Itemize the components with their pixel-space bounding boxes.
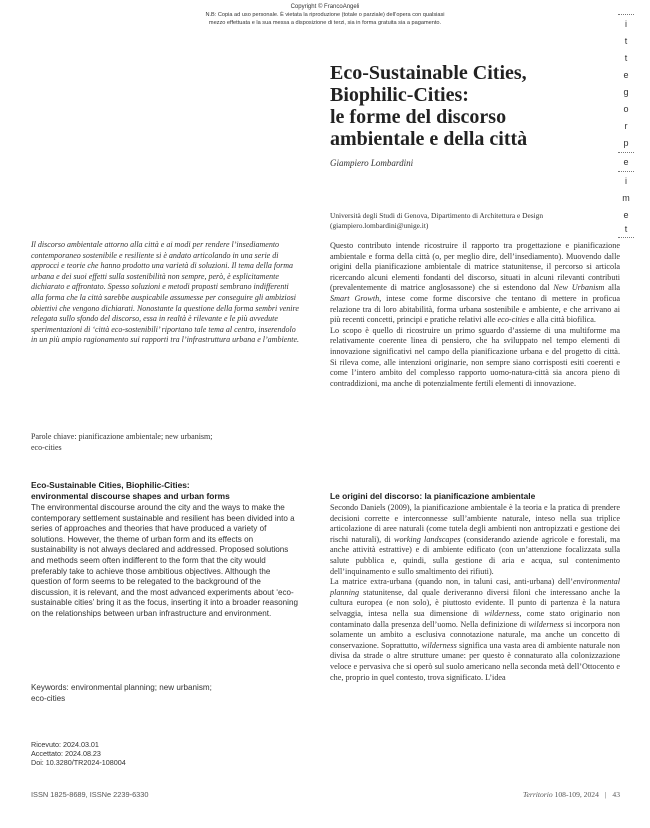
tab-letter: e bbox=[623, 210, 629, 220]
title-line: Eco-Sustainable Cities, bbox=[330, 62, 527, 84]
author-affiliation bbox=[330, 211, 620, 231]
footer-journal-info bbox=[452, 790, 620, 799]
tab-letter: t bbox=[624, 36, 628, 46]
tab-letter: o bbox=[623, 104, 629, 114]
keywords-line: eco-cities bbox=[31, 442, 62, 452]
intro-paragraph bbox=[330, 241, 620, 326]
keywords-english bbox=[31, 683, 299, 704]
emphasis: wilderness bbox=[484, 608, 520, 618]
doi: Doi: 10.3280/TR2024-108004 bbox=[31, 758, 126, 767]
article-title bbox=[330, 62, 630, 150]
section-paragraph bbox=[330, 503, 620, 577]
text-run: (considerando aziende agricole e forestali, ma anche attività estrattive) e di ambiente edificato (con un’attenzione focalizzata sulla salute pubblica e, quindi, sulla gestione di aria e acqua, sul contenimento dell’inquinamento e sullo smaltimento dei rifiuti). bbox=[330, 534, 620, 576]
copyright-notice: Copyright © FrancoAngeli bbox=[290, 4, 360, 10]
section-paragraph bbox=[330, 577, 620, 683]
emphasis: Smart Growth bbox=[330, 293, 380, 303]
author-name: Giampiero Lombardini bbox=[330, 158, 414, 168]
tab-divider bbox=[618, 171, 634, 172]
tab-letter: m bbox=[622, 193, 630, 203]
tab-letter: e bbox=[623, 157, 629, 167]
text-run: alla bbox=[604, 283, 620, 293]
section-body bbox=[330, 503, 620, 683]
tab-letter: p bbox=[623, 138, 629, 148]
tab-letter: t bbox=[624, 224, 628, 234]
heading-line: environmental discourse shapes and urban forms bbox=[31, 491, 230, 501]
tab-letter: r bbox=[624, 121, 628, 131]
abstract-english bbox=[31, 503, 299, 620]
journal-issue: 108-109, 2024 bbox=[554, 790, 599, 799]
emphasis: eco-cities bbox=[497, 315, 529, 325]
text-run: , come stato originario non contaminato dalla presenza dell’uomo. Nella definizione di bbox=[330, 608, 620, 629]
section-heading: Le origini del discorso: la pianificazione ambientale bbox=[330, 491, 536, 501]
page-number: 43 bbox=[612, 790, 620, 799]
text-run: statunitense, dal quale deriveranno diversi filoni che interessano anche la cultura europea (e non solo), è piuttosto evidente. Il punto di partenza è la natura selvaggia, intesa nella sua dimensione di bbox=[330, 587, 620, 618]
emphasis: wilderness bbox=[528, 619, 564, 629]
emphasis: New Urbanism bbox=[553, 283, 605, 293]
tab-letter: g bbox=[623, 87, 629, 97]
tab-letter: i bbox=[625, 19, 627, 29]
text-run: significa una vasta area di ambiente naturale non divisa da strade o altre strutture umane: per questo è connaturato alla colonizzazione veloce e pervasiva che si operò sul suolo americano nella seconda metà dell’Ottocento e che, proprio in quel contesto, trova significato. L’idea bbox=[330, 640, 620, 682]
tab-divider bbox=[618, 237, 634, 238]
text-run: si incorpora non solamente un ambito a esclusiva connotazione naturale, ma anche un concetto di conservazione. Soprattutto, bbox=[330, 619, 620, 650]
keywords-line: Parole chiave: pianificazione ambientale; new urbanism; bbox=[31, 432, 213, 441]
emphasis: wilderness bbox=[421, 640, 457, 650]
received-date: Ricevuto: 2024.03.01 bbox=[31, 740, 99, 749]
text-run: , intese come forme discorsive che tentano di mettere in proficua relazione tra di loro abitabilità, forma urbana sostenibile e ambiente, e che arrivano ai più recenti concetti, principi e pratiche relativi alle bbox=[330, 293, 620, 325]
emphasis: working landscapes bbox=[394, 534, 461, 544]
tab-letter: t bbox=[624, 53, 628, 63]
article-dates bbox=[31, 740, 126, 767]
usage-notice-line: mezzo effettuata e la sua messa a disposizione di terzi, sia in forma gratuita sia a pagamento. bbox=[208, 19, 442, 26]
footer-issn: ISSN 1825-8689, ISSNe 2239-6330 bbox=[31, 790, 149, 799]
text-run: Questo contributo intende ricostruire il rapporto tra progettazione e pianificazione ambientale e forma della città (o, per meglio dire, dell’insediamento). Muovendo dalle origini della pianificazione ambientale di matrice statunitense, il percorso si articola ricercando alcuni elementi fondanti del discorso, situati in alcuni rilevanti contributi (prevalentemente di matrice anglosassone) che si estendono dal bbox=[330, 241, 620, 293]
usage-notice-line: N.B: Copia ad uso personale. È vietata la riproduzione (totale o parziale) dell’opera con qualsiasi bbox=[205, 12, 445, 18]
title-line: le forme del discorso bbox=[330, 106, 507, 128]
abstract-italian-text: Il discorso ambientale attorno alla città e ai modi per rendere l’insediamento contemporaneo sostenibile e resiliente si è andato articolando in una serie di approcci e teorie che hanno prodotto una varietà di soluzioni. Il tema della forma urbana e dei suoi effetti sulla sostenibilità non sempre, però, è esplicitamente dichiarato e affrontato. Spesso soluzioni e metodi proposti sembrano indifferenti alla forma che la città sarebbe auspicabile assumesse per conseguire gli ambiziosi obiettivi che vengono dichiarati. Nonostante la questione della forma sembri venire relegata sullo sfondo del discorso, essa in realtà è rilevante e le più avvedute sperimentazioni di ‘città eco-sostenibili’ riportano tale tema al centro, inserendolo in un più ampio ragionamento sui rapporti tra l’infrastruttura urbana e l’ambiente. bbox=[31, 240, 300, 345]
keywords-italian bbox=[31, 432, 299, 453]
title-line: ambientale e della città bbox=[330, 128, 528, 150]
tab-divider bbox=[618, 152, 634, 153]
intro-paragraph: Lo scopo è quello di ricostruire un primo sguardo d’assieme di una multiforme ma relativamente coerente linea di pensiero, che ha sviluppato nel tempo elementi di innovazione significativi nel campo della pianificazione urbana e del progetto di città. Si rileva come, alle intenzioni originarie, non sempre siano corrisposti esiti coerenti e come l’intero ambito del complesso rapporto uomo-natura-città sia ancora pieno di contraddizioni, ma anche di potenzialmente fertili elementi di innovazione. bbox=[330, 325, 620, 388]
abstract-english-text: The environmental discourse around the city and the ways to make the contemporary settlement sustainable and resilient has been divided into a series of approaches and theories that have produced a variety of solutions. However, the theme of urban form and its effects on sustainability is not always declared and addressed. Proposed solutions and methods seem often indifferent to the form that the city would preferably take to achieve those ambitious objectives. Although the question of form seems to be relegated to the background of the discussion, it is relevant, and the most advanced experiments about ‘eco-sustainable cities’ bring it as the focus, inserting it into a broader reasoning on the relationships between urban infrastructure and environment. bbox=[31, 503, 298, 618]
journal-name: Territorio bbox=[522, 790, 553, 799]
abstract-english-heading bbox=[31, 480, 299, 502]
introduction bbox=[330, 241, 620, 389]
abstract-italian bbox=[31, 240, 299, 346]
text-run: e alla città biofilica. bbox=[528, 315, 596, 325]
usage-notice bbox=[150, 12, 500, 27]
heading-line: Eco-Sustainable Cities, Biophilic-Cities: bbox=[31, 480, 190, 490]
accepted-date: Accettato: 2024.08.23 bbox=[31, 749, 101, 758]
affiliation-email: (giampiero.lombardini@unige.it) bbox=[330, 221, 429, 230]
footer-separator: | bbox=[604, 790, 607, 799]
keywords-line: eco-cities bbox=[31, 693, 66, 703]
tab-letter: i bbox=[625, 176, 627, 186]
text-run: Secondo Daniels (2009), la pianificazione ambientale è la teoria e la pratica di prendere decisioni corrette e interconnesse sull’ambiente naturale, inteso nella sua triplice articolazione di aree naturali (come tutela degli ambienti non antropizzati e gestione dei rischi naturali), di bbox=[330, 503, 620, 544]
tab-letter: e bbox=[623, 70, 629, 80]
tab-divider bbox=[618, 14, 634, 15]
keywords-line: Keywords: environmental planning; new urbanism; bbox=[31, 683, 212, 692]
text-run: La matrice extra-urbana (quando non, in taluni casi, anti-urbana) dell’ bbox=[330, 577, 573, 587]
title-line: Biophilic-Cities: bbox=[330, 84, 469, 106]
emphasis: environmental planning bbox=[330, 577, 620, 597]
affiliation-line: Università degli Studi di Genova, Dipartimento di Architettura e Design bbox=[330, 211, 544, 220]
